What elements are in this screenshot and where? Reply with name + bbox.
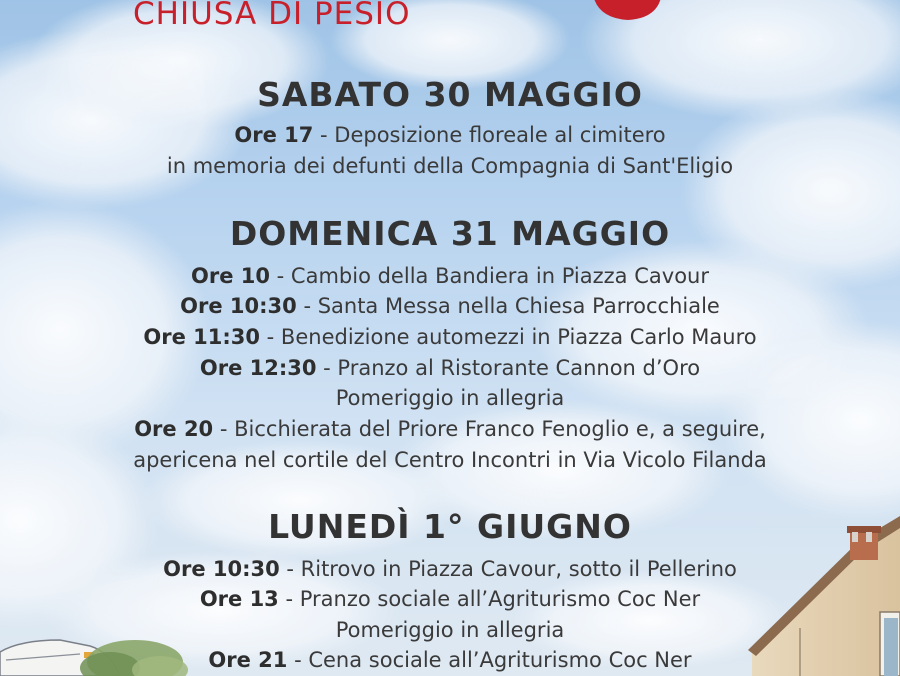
program-line <box>0 120 900 150</box>
program-time: Ore 10:30 <box>163 557 280 581</box>
program-text: Pomeriggio in allegria <box>335 618 565 642</box>
town-name: CHIUSA DI PESIO <box>133 0 411 32</box>
program-text: - Pranzo sociale all’Agriturismo Coc Ner <box>278 587 701 611</box>
program-line <box>0 554 900 584</box>
program-time: Ore 10:30 <box>180 294 297 318</box>
program-time: Ore 13 <box>199 587 279 611</box>
program-time: Ore 12:30 <box>199 356 317 380</box>
program-time: Ore 11:30 <box>143 325 260 349</box>
program-text: - Bicchierata del Priore Franco Fenoglio e, a seguire, <box>213 417 766 441</box>
program-line <box>0 584 900 614</box>
program-line <box>0 615 900 645</box>
program-line <box>0 291 900 321</box>
program-text: in memoria dei defunti della Compagnia di Sant'Eligio <box>166 154 734 178</box>
program-line <box>0 645 900 675</box>
program-time: Ore 10 <box>191 264 270 288</box>
program-text: Pomeriggio in allegria <box>335 386 565 410</box>
logo-fragment <box>588 0 666 22</box>
day-title-monday: LUNEDÌ 1° GIUGNO <box>268 507 632 546</box>
program-text: - Benedizione automezzi in Piazza Carlo Mauro <box>260 325 757 349</box>
program-line <box>0 414 900 444</box>
program-text: - Ritrovo in Piazza Cavour, sotto il Pellerino <box>279 557 737 581</box>
program-time: Ore 20 <box>134 417 214 441</box>
program-time: Ore 21 <box>208 648 288 672</box>
program-text: apericena nel cortile del Centro Incontri in Via Vicolo Filanda <box>133 448 767 472</box>
program-text: - Cena sociale all’Agriturismo Coc Ner <box>287 648 692 672</box>
program-text: - Deposizione floreale al cimitero <box>313 123 666 147</box>
program-line <box>0 261 900 291</box>
program-line <box>0 322 900 352</box>
day-title-saturday: SABATO 30 MAGGIO <box>257 75 643 114</box>
program-time: Ore 17 <box>234 123 314 147</box>
program-text: - Santa Messa nella Chiesa Parrocchiale <box>296 294 720 318</box>
program-text: - Pranzo al Ristorante Cannon d’Oro <box>316 356 701 380</box>
program-line <box>0 383 900 413</box>
day-title-sunday: DOMENICA 31 MAGGIO <box>229 214 671 253</box>
program-line <box>0 151 900 181</box>
program-line <box>0 445 900 475</box>
program-text: - Cambio della Bandiera in Piazza Cavour <box>270 264 709 288</box>
program-line <box>0 353 900 383</box>
